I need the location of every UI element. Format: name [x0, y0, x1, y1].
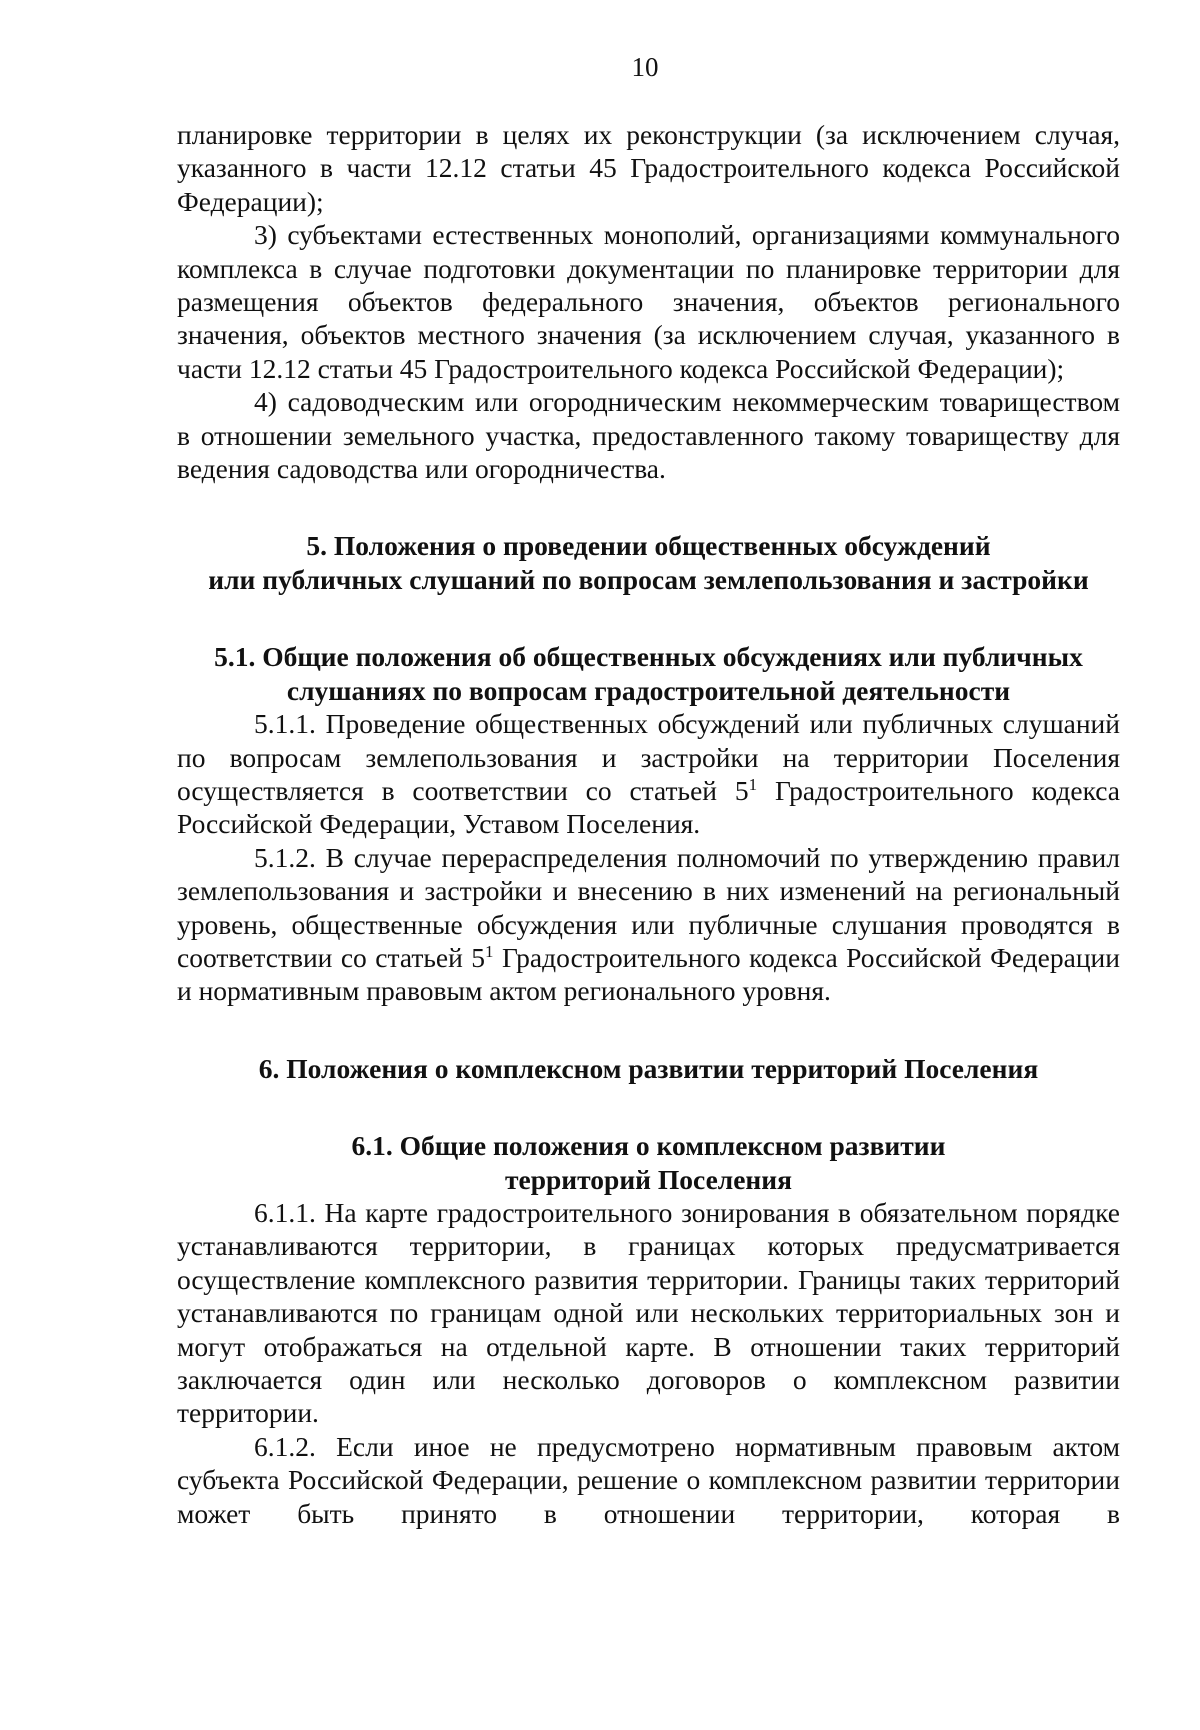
paragraph-5-1-2	[177, 841, 1120, 1008]
paragraph-5-1-2-text-b: Градостроительного кодекса Российской Федерации и нормативным правовым актом регионального уровня.	[177, 941, 1120, 1007]
paragraph-6-1-1: 6.1.1. На карте градостроительного зонирования в обязательном порядке устанавливаются территории, в границах которых предусматривается осуществление комплексного развития территории. Границы таких территорий устанавливаются по границам одной или нескольких территориальных зон и могут отображаться на отдельной карте. В отношении таких территорий заключается один или несколько договоров о комплексном развитии территории.	[177, 1196, 1120, 1429]
section-6-1-heading	[177, 1129, 1120, 1196]
page-number: 10	[631, 52, 659, 82]
section-5-1-heading	[177, 640, 1120, 707]
section-6-1-heading-line2: территорий Поселения	[505, 1163, 792, 1195]
section-5-heading-line2: или публичных слушаний по вопросам землепользования и застройки	[208, 563, 1089, 595]
section-6-heading: 6. Положения о комплексном развитии территорий Поселения	[258, 1052, 1039, 1084]
paragraph-5-1-1-text-b: Градостроительного кодекса Российской Федерации, Уставом Поселения.	[177, 774, 1121, 840]
section-5-1-heading-line1: 5.1. Общие положения об общественных обсуждениях или публичных	[214, 641, 1083, 673]
list-item-4: 4) садоводческим или огородническим некоммерческим товариществом в отношении земельного участка, предоставленного такому товариществу для ведения садоводства или огородничества.	[177, 386, 1120, 485]
list-item-3: 3) субъектами естественных монополий, организациями коммунального комплекса в случае подготовки документации по планировке территории для размещения объектов федерального значения, объектов регионального значения, объектов местного значения (за исключением случая, указанного в части 12.12 статьи 45 Градостроительного кодекса Российской Федерации);	[177, 219, 1120, 384]
paragraph-5-1-1	[177, 707, 1120, 841]
paragraph-continuation: планировке территории в целях их реконструкции (за исключением случая, указанного в части 12.12 статьи 45 Градостроительного кодекса Российской Федерации);	[177, 119, 1120, 217]
paragraph-6-1-2: 6.1.2. Если иное не предусмотрено нормативным правовым актом субъекта Российской Федерации, решение о комплексном развитии территории может быть принято в отношении территории, которая в	[177, 1430, 1120, 1529]
paragraph-5-1-2-text-a: 5.1.2. В случае перераспределения полномочий по утверждению правил землепользования и застройки и внесению в них изменений на региональный уровень, общественные обсуждения или публичные слушания проводятся в соответствии со статьей 5	[177, 841, 1120, 973]
section-6-1-heading-line1: 6.1. Общие положения о комплексном развитии	[351, 1130, 946, 1162]
superscript-1: 1	[748, 774, 758, 794]
section-5-1-heading-line2: слушаниях по вопросам градостроительной деятельности	[286, 674, 1011, 706]
paragraph-5-1-1-text-a: 5.1.1. Проведение общественных обсуждений или публичных слушаний по вопросам землепользования и застройки на территории Поселения осуществляется в соответствии со статьей 5	[177, 708, 1120, 806]
document-body	[177, 118, 1120, 1530]
section-5-heading-line1: 5. Положения о проведении общественных обсуждений	[306, 530, 991, 562]
section-5-heading	[177, 529, 1120, 596]
superscript-1: 1	[485, 941, 494, 961]
